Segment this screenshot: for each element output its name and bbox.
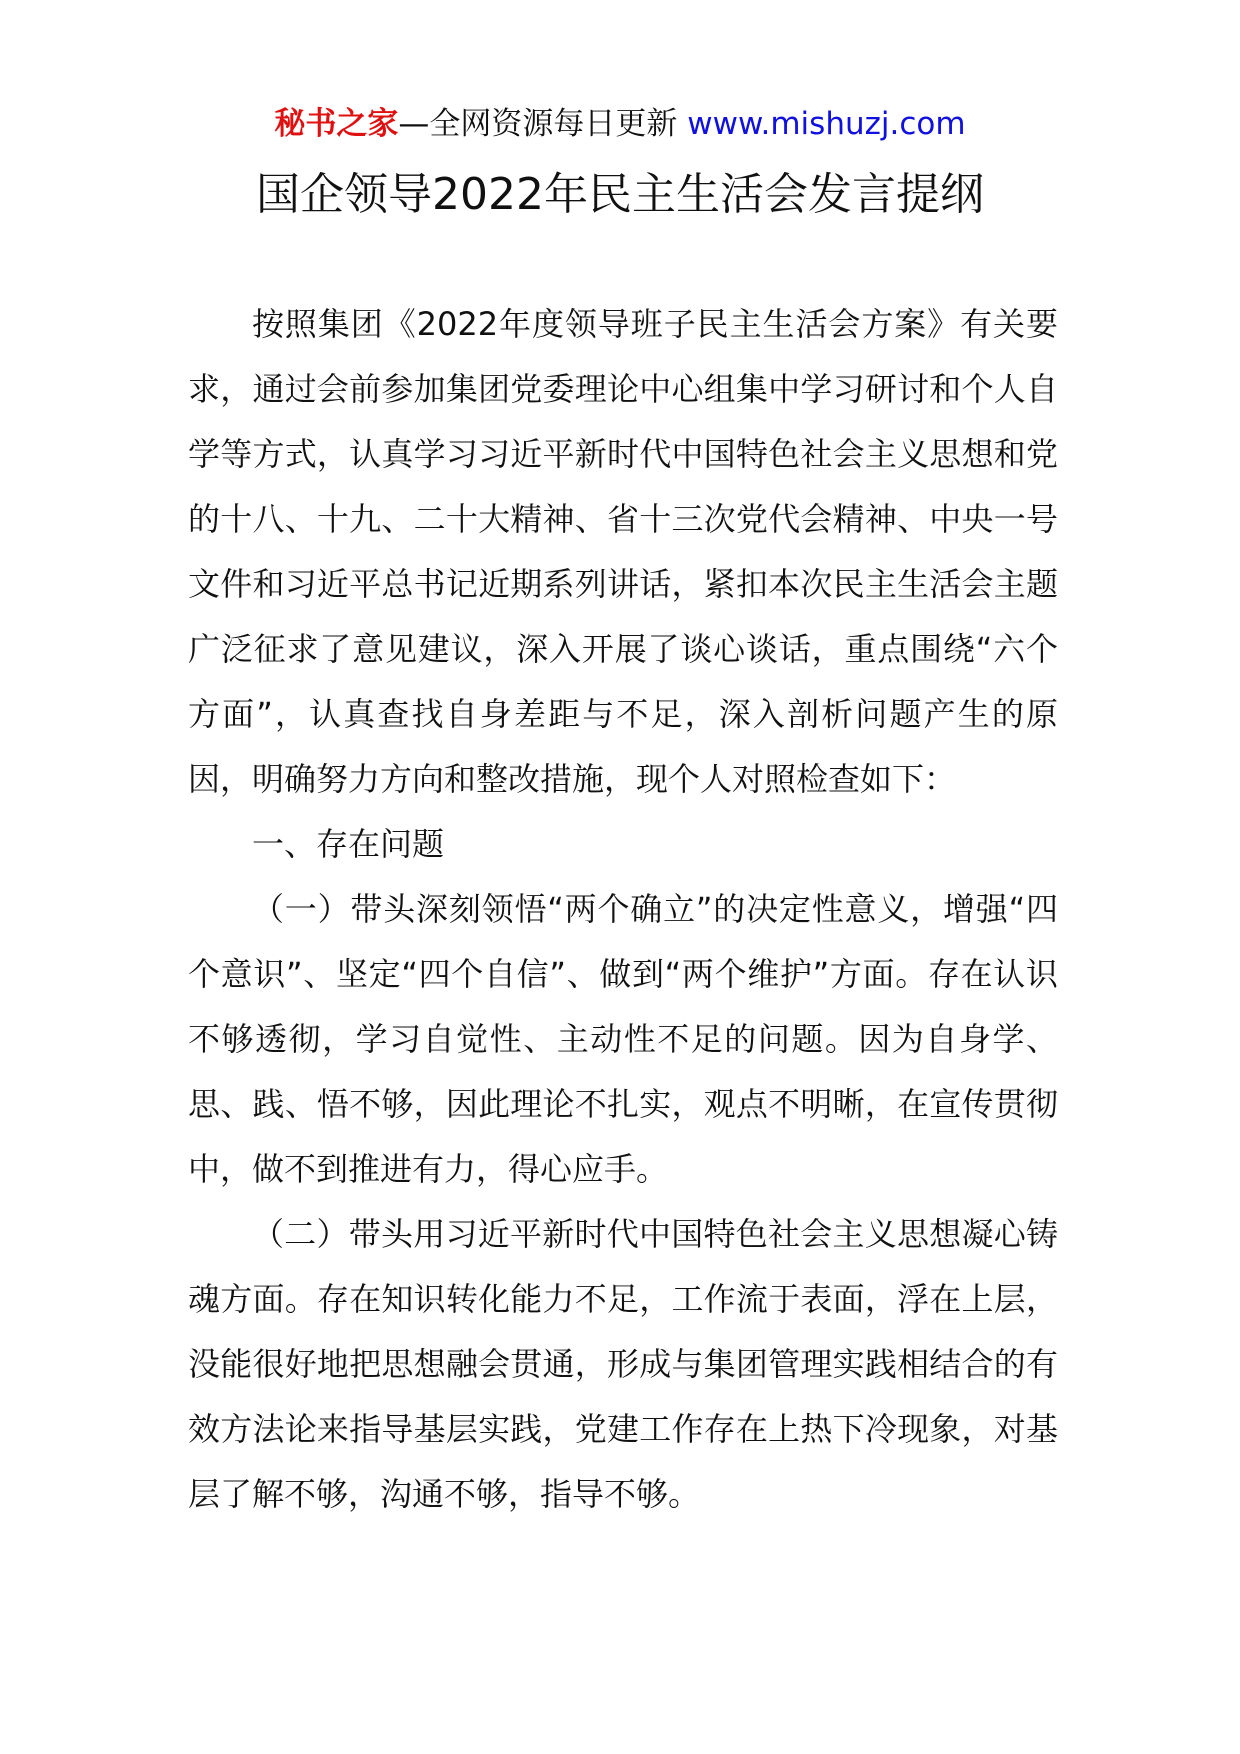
brand-name: 秘书之家 [274, 106, 399, 142]
site-url[interactable]: www.mishuzj.com [687, 106, 966, 142]
document-body [188, 292, 1058, 1527]
issue-paragraph-2: （二）带头用习近平新时代中国特色社会主义思想凝心铸魂方面。存在知识转化能力不足，工作流于表面，浮在上层，没能很好地把思想融会贯通，形成与集团管理实践相结合的有效方法论来指导基层实践，党建工作存在上热下冷现象，对基层了解不够，沟通不够，指导不够。 [188, 1215, 1058, 1513]
site-header [0, 102, 1240, 146]
document-title: 国企领导2022年民主生活会发言提纲 [256, 169, 984, 220]
issue-paragraph-1: （一）带头深刻领悟“两个确立”的决定性意义，增强“四个意识”、坚定“四个自信”、做到“两个维护”方面。存在认识不够透彻，学习自觉性、主动性不足的问题。因为自身学、思、践、悟不够，因此理论不扎实，观点不明晰，在宣传贯彻中，做不到推进有力，得心应手。 [188, 890, 1058, 1188]
header-tagline: —全网资源每日更新 [398, 106, 678, 142]
section-heading: 一、存在问题 [252, 825, 445, 863]
intro-paragraph: 按照集团《2022年度领导班子民主生活会方案》有关要求，通过会前参加集团党委理论中心组集中学习研讨和个人自学等方式，认真学习习近平新时代中国特色社会主义思想和党的十八、十九、二十大精神、省十三次党代会精神、中央一号文件和习近平总书记近期系列讲话，紧扣本次民主生活会主题广泛征求了意见建议，深入开展了谈心谈话，重点围绕“六个方面”，认真查找自身差距与不足，深入剖析问题产生的原因，明确努力方向和整改措施，现个人对照检查如下： [188, 305, 1058, 798]
